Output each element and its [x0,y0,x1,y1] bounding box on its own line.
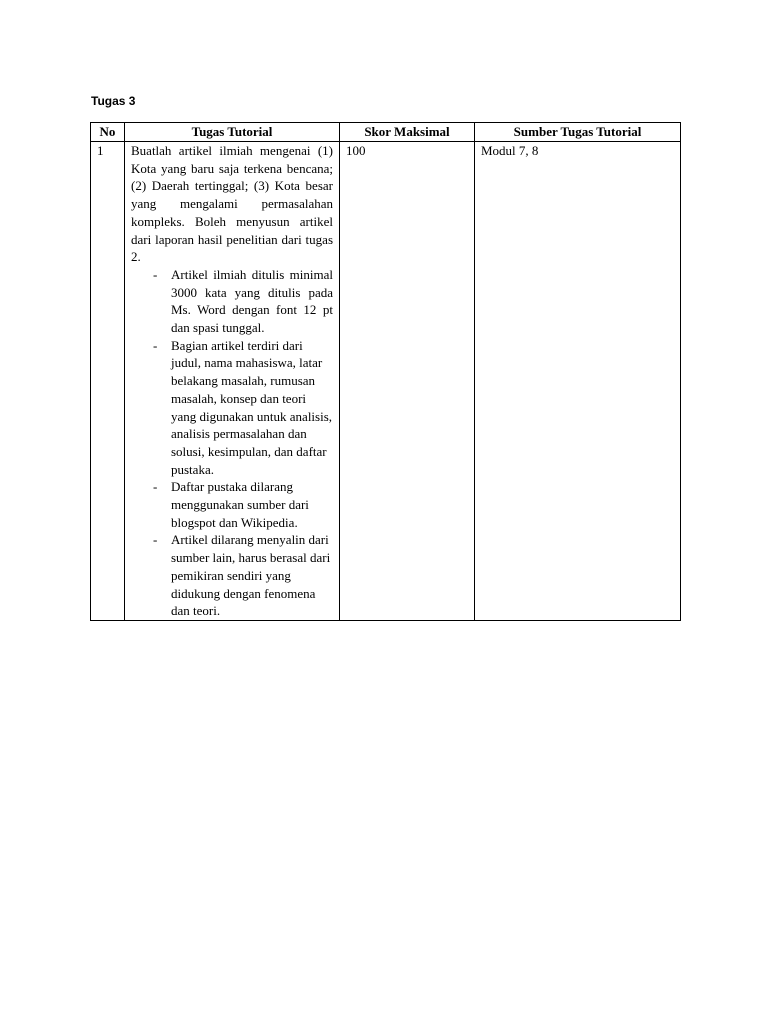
cell-no: 1 [91,142,125,621]
table-header-row [91,123,681,142]
task-intro-text: Buatlah artikel ilmiah mengenai (1) Kota yang baru saja terkena bencana; (2) Daerah tertinggal; (3) Kota besar yang mengalami permasalahan kompleks. Boleh menyusun artikel dari laporan hasil penelitian dari tugas 2. [131,143,333,265]
header-task: Tugas Tutorial [125,123,340,142]
document-heading: Tugas 3 [91,94,136,108]
list-item: - Daftar pustaka dilarang menggunakan sumber dari blogspot dan Wikipedia. [171,478,333,531]
tutorial-task-table [90,122,681,621]
task-requirements-list [131,266,333,620]
list-item: - Artikel dilarang menyalin dari sumber lain, harus berasal dari pemikiran sendiri yang didukung dengan fenomena dan teori. [171,531,333,620]
cell-source: Modul 7, 8 [475,142,681,621]
header-no: No [91,123,125,142]
header-score: Skor Maksimal [340,123,475,142]
header-source: Sumber Tugas Tutorial [475,123,681,142]
list-item: - Artikel ilmiah ditulis minimal 3000 kata yang ditulis pada Ms. Word dengan font 12 pt dan spasi tunggal. [171,266,333,337]
table-row [91,142,681,621]
list-item: - Bagian artikel terdiri dari judul, nama mahasiswa, latar belakang masalah, rumusan masalah, konsep dan teori yang digunakan untuk analisis, analisis permasalahan dan solusi, kesimpulan, dan daftar pustaka. [171,337,333,479]
cell-task [125,142,340,621]
cell-score: 100 [340,142,475,621]
